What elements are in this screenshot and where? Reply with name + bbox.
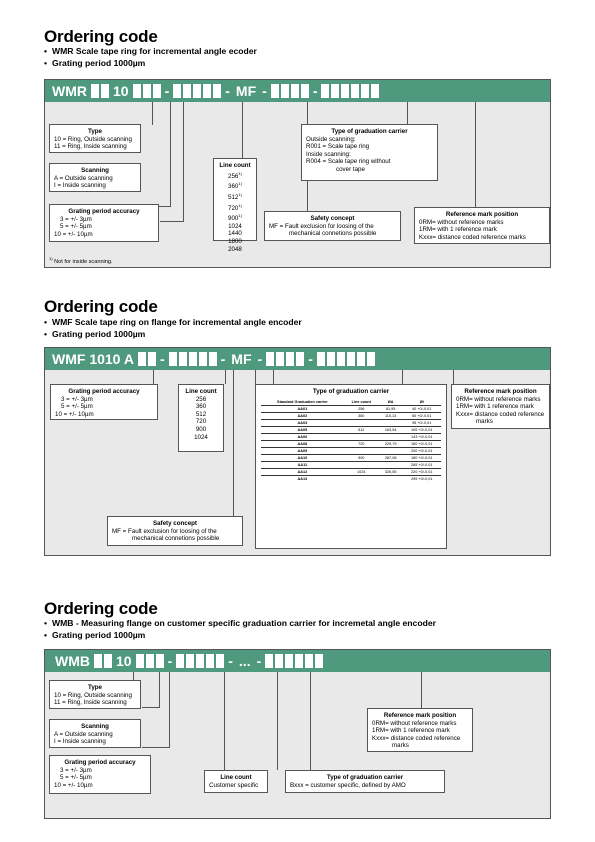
carrier-cell-code: AA02 (261, 412, 344, 419)
carrier-cell-di: 220 +0/-0,01 (402, 468, 441, 475)
section3-order-code: WMB 10 - - ... - (45, 650, 325, 672)
type-box-3: Type 10 = Ring, Outside scanning 11 = Ring, Inside scanning (49, 680, 141, 709)
carrier-cell-da (379, 461, 403, 468)
grating-accuracy-box: Grating period accuracy 3 = +/- 3µm 5 = +/- 5µm 10 = +/- 10µm (49, 204, 159, 242)
carrier-cell-code: AA05 (261, 426, 344, 433)
carrier-cell-di: 60 +0/-0,01 (402, 412, 441, 419)
carrier-cell-lines (344, 461, 379, 468)
carrier-cell-code: AA08 (261, 440, 344, 447)
carrier-cell-code: AA13 (261, 475, 344, 482)
graduation-carrier-row (261, 447, 441, 454)
section2-bullet-2: • Grating period 1000µm (44, 329, 145, 339)
section2-bullet-1: • WMF Scale tape ring on flange for incremental angle encoder (44, 317, 302, 327)
reference-mark-box-2: Reference mark position 0RM= without reference marks 1RM= with 1 reference mark Kxxx= distance coded reference marks (451, 384, 550, 429)
graduation-carrier-row (261, 433, 441, 440)
carrier-cell-da (379, 475, 403, 482)
carrier-cell-di: 200 +0/-0,01 (402, 447, 441, 454)
graduation-carrier-table-box: Type of graduation carrier Standard Graduation carrier Line count ØA ØI AA01 256 81,95 40 +0/-0,01 AA02 360 115,13 60 +0/-0,01 AA03 95 +0/-0,01 AA05 512 163,54 105 +0/-0,01 AA06 143 +0/-0,01 AA08 720 229,79 160 +0/-0,01 AA09 200 +0/-0,01 AA10 900 287,08 180 +0/-0,01 AA11 265 +0/-0,01 AA12 1024 326,55 220 +0/-0,01 AA13 295 +0/-0,01 (255, 384, 447, 549)
carrier-cell-da (379, 447, 403, 454)
line-count-box-3: Line count Customer specific (204, 770, 268, 793)
section3-bullet-2: • Grating period 1000µm (44, 630, 145, 640)
grating-accuracy-box-2: Grating period accuracy 3 = +/- 3µm 5 = +/- 5µm 10 = +/- 10µm (50, 384, 158, 420)
carrier-cell-da: 163,54 (379, 426, 403, 433)
graduation-carrier-row (261, 412, 441, 419)
section2-code-bar (45, 348, 550, 370)
section3-title: Ordering code (44, 599, 158, 618)
carrier-cell-code: AA09 (261, 447, 344, 454)
section3-bullet-1: • WMB - Measuring flange on customer specific graduation carrier for incremetal angle encoder (44, 618, 436, 628)
type-box: Type 10 = Ring, Outside scanning 11 = Ring, Inside scanning (49, 124, 141, 153)
carrier-cell-lines: 720 (344, 440, 379, 447)
section1-panel (44, 79, 551, 268)
graduation-carrier-box-3: Type of graduation carrier Bxxx = customer specific, defined by AMO (285, 770, 445, 793)
reference-mark-box: Reference mark position 0RM= without reference marks 1RM= with 1 reference mark Kxxx= distance coded reference marks (414, 207, 550, 244)
graduation-carrier-row (261, 468, 441, 475)
carrier-cell-da: 81,95 (379, 405, 403, 412)
graduation-carrier-row (261, 419, 441, 426)
carrier-cell-da: 326,55 (379, 468, 403, 475)
carrier-cell-da: 115,13 (379, 412, 403, 419)
section2-title: Ordering code (44, 297, 158, 316)
carrier-cell-di: 105 +0/-0,01 (402, 426, 441, 433)
graduation-carrier-table: Standard Graduation carrier Line count ØA ØI AA01 256 81,95 40 +0/-0,01 AA02 360 115,13 60 +0/-0,01 AA03 95 +0/-0,01 AA05 512 163,54 105 +0/-0,01 AA06 143 +0/-0,01 AA08 720 229,79 160 +0/-0,01 AA09 200 +0/-0,01 AA10 900 287,08 180 +0/-0,01 AA11 265 +0/-0,01 AA12 1024 326,55 220 +0/-0,01 AA13 295 +0/-0,01 (261, 399, 441, 482)
section1-code-bar (45, 80, 550, 102)
grating-accuracy-box-3: Grating period accuracy 3 = +/- 3µm 5 = +/- 5µm 10 = +/- 10µm (49, 755, 151, 794)
carrier-cell-da (379, 433, 403, 440)
carrier-cell-lines: 1024 (344, 468, 379, 475)
carrier-cell-da: 229,79 (379, 440, 403, 447)
scanning-box-3: Scanning A = Outside scanning I = Inside scanning (49, 719, 141, 748)
carrier-cell-da (379, 419, 403, 426)
carrier-cell-di: 40 +0/-0,01 (402, 405, 441, 412)
carrier-cell-di: 265 +0/-0,01 (402, 461, 441, 468)
section2-panel (44, 347, 551, 556)
section3-code-bar (45, 650, 550, 672)
footnote: $^{1)}$ Not for inside scanning. (49, 256, 113, 265)
carrier-cell-lines: 256 (344, 405, 379, 412)
carrier-cell-code: AA11 (261, 461, 344, 468)
carrier-cell-code: AA12 (261, 468, 344, 475)
safety-concept-box: Safety concept MF = Fault exclusion for loosing of the mechanical connetions possible (264, 211, 401, 241)
section1-bullet-2: • Grating period 1000µm (44, 58, 145, 68)
safety-concept-box-2: Safety concept MF = Fault exclusion for loosing of the mechanical connetions possible (107, 516, 243, 546)
graduation-carrier-row (261, 426, 441, 433)
carrier-cell-di: 95 +0/-0,01 (402, 419, 441, 426)
carrier-cell-lines: 512 (344, 426, 379, 433)
carrier-cell-di: 180 +0/-0,01 (402, 454, 441, 461)
carrier-cell-lines (344, 419, 379, 426)
carrier-cell-lines (344, 475, 379, 482)
graduation-carrier-row (261, 454, 441, 461)
carrier-cell-di: 143 +0/-0,01 (402, 433, 441, 440)
carrier-cell-code: AA01 (261, 405, 344, 412)
graduation-carrier-row (261, 440, 441, 447)
carrier-cell-di: 160 +0/-0,01 (402, 440, 441, 447)
carrier-cell-code: AA03 (261, 419, 344, 426)
line-count-box: Line count 256$^{1)}$ 360$^{1)}$ 512$^{1)}$ 720$^{1)}$ 900$^{1)}$ 1024 1440 1800 2048 (213, 158, 257, 241)
carrier-cell-lines (344, 447, 379, 454)
section2-order-code: WMF 1010 A - - MF - - (45, 348, 377, 370)
carrier-cell-lines: 900 (344, 454, 379, 461)
graduation-carrier-box: Type of graduation carrier Outside scanning: R001 = Scale tape ring Inside scanning: R004 = Scale tape ring without cover tape (301, 124, 438, 181)
carrier-cell-code: AA06 (261, 433, 344, 440)
carrier-cell-lines (344, 433, 379, 440)
graduation-carrier-row (261, 475, 441, 482)
carrier-cell-di: 295 +0/-0,01 (402, 475, 441, 482)
carrier-cell-code: AA10 (261, 454, 344, 461)
section3-panel (44, 649, 551, 819)
carrier-cell-da: 287,08 (379, 454, 403, 461)
section1-title: Ordering code (44, 27, 158, 46)
reference-mark-box-3: Reference mark position 0RM= without reference marks 1RM= with 1 reference mark Kxxx= distance coded reference marks (367, 708, 473, 752)
graduation-carrier-row (261, 461, 441, 468)
section1-bullet-1: • WMR Scale tape ring for incremental angle ecoder (44, 46, 257, 56)
section1-order-code: WMR 10 - - MF - - (45, 80, 381, 102)
graduation-carrier-row (261, 405, 441, 412)
line-count-box-2: Line count 256 360 512 720 900 1024 (178, 384, 224, 452)
scanning-box: Scanning A = Outside scanning I = Inside scanning (49, 163, 141, 192)
carrier-cell-lines: 360 (344, 412, 379, 419)
